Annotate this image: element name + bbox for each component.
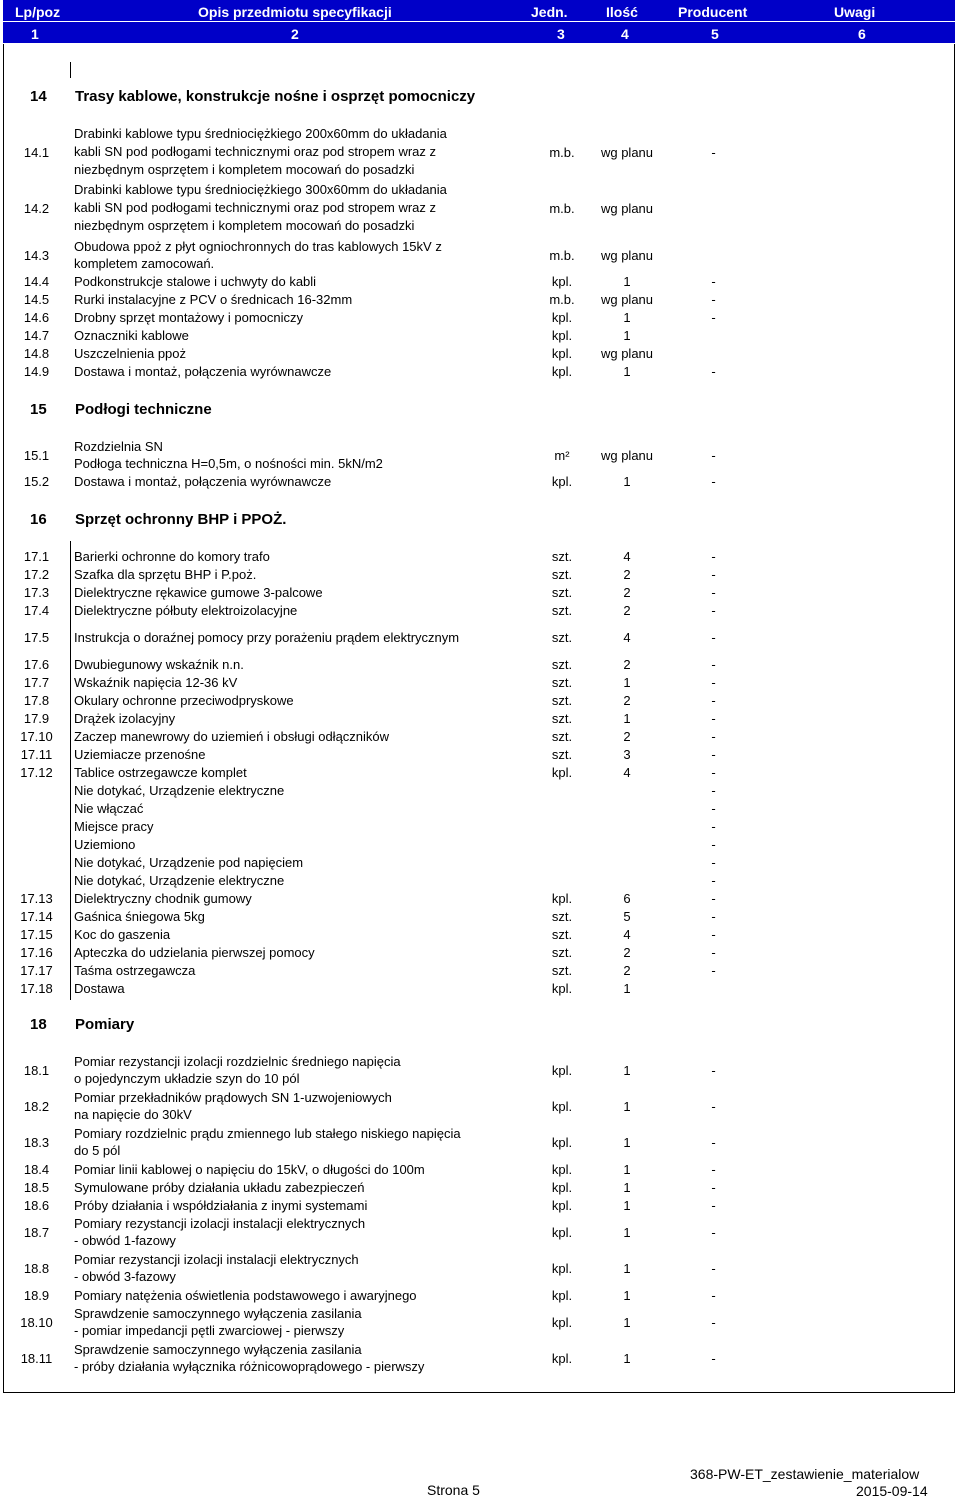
row-description: Dielektryczne rękawice gumowe 3-palcowe: [74, 585, 323, 600]
table-row: [3, 818, 955, 835]
row-quantity: 1: [623, 1098, 631, 1114]
row-description: Drabinki kablowe typu średniociężkiego 200x60mm do układania: [74, 126, 447, 141]
row-unit: m.b.: [549, 292, 575, 307]
row-unit: kpl.: [551, 1260, 573, 1276]
section-title: Pomiary: [75, 1016, 135, 1033]
row-unit: kpl.: [551, 1288, 573, 1303]
row-quantity: 2: [623, 603, 631, 618]
row-description: - pomiar impedancji pętli zwarciowej - pierwszy: [74, 1323, 345, 1338]
row-quantity: 1: [623, 364, 631, 379]
row-producer: -: [711, 447, 716, 463]
row-description: Szafka dla sprzętu BHP i P.poż.: [74, 567, 257, 582]
row-unit: kpl.: [551, 1314, 573, 1330]
table-row: [3, 908, 955, 925]
table-row: [3, 1053, 955, 1087]
row-description: Oznaczniki kablowe: [74, 328, 189, 343]
row-unit: szt.: [551, 693, 573, 708]
row-description: Koc do gaszenia: [74, 927, 171, 942]
row-description: Instrukcja o doraźnej pomocy przy porażeniu prądem elektrycznym: [74, 630, 460, 645]
row-unit: kpl.: [551, 1062, 573, 1078]
row-quantity: 1: [623, 981, 631, 996]
header-row-numbers: [3, 22, 955, 44]
table-row: [3, 836, 955, 853]
row-producer: -: [711, 310, 716, 325]
table-row: [3, 1251, 955, 1285]
row-number: 17.10: [20, 729, 53, 744]
row-description: Dielektryczne półbuty elektroizolacyjne: [74, 603, 298, 618]
header-jedn: Jedn.: [531, 4, 568, 20]
table-row: [3, 566, 955, 583]
row-quantity: 2: [623, 693, 631, 708]
row-quantity: wg planu: [600, 447, 654, 463]
section-title: Podłogi techniczne: [75, 401, 212, 418]
row-unit: kpl.: [551, 328, 573, 343]
row-description: - próby działania wyłącznika różnicowoprądowego - pierwszy: [74, 1359, 425, 1374]
row-producer: -: [711, 945, 716, 960]
table-row: [3, 1215, 955, 1249]
row-unit: kpl.: [551, 1224, 573, 1240]
row-unit: szt.: [551, 603, 573, 618]
row-number: 18.3: [23, 1134, 50, 1150]
table-row: [3, 273, 955, 290]
section-header: [3, 511, 955, 531]
table-row: [3, 782, 955, 799]
row-producer: -: [711, 927, 716, 942]
row-number: 14.1: [23, 144, 50, 160]
section-number: 14: [30, 88, 47, 105]
table-row: [3, 962, 955, 979]
page-number: Strona 5: [427, 1482, 480, 1498]
row-quantity: 4: [623, 927, 631, 942]
table-row: [3, 728, 955, 745]
row-producer: -: [711, 837, 716, 852]
row-unit: szt.: [551, 711, 573, 726]
row-description: Nie dotykać, Urządzenie pod napięciem: [74, 855, 304, 870]
row-description: - obwód 1-fazowy: [74, 1233, 176, 1248]
row-quantity: 1: [623, 1314, 631, 1330]
row-description: kabli SN pod podłogami technicznymi oraz pod stropem wraz z: [74, 200, 437, 215]
row-number: 18.9: [23, 1288, 50, 1303]
table-row: [3, 438, 955, 472]
row-description: Barierki ochronne do komory trafo: [74, 549, 270, 564]
row-producer: -: [711, 585, 716, 600]
row-unit: kpl.: [551, 765, 573, 780]
row-description: kompletem zamocowań.: [74, 256, 215, 271]
row-quantity: 1: [623, 1198, 631, 1213]
header-uwagi: Uwagi: [834, 4, 876, 20]
table-row: [3, 926, 955, 943]
row-producer: -: [711, 1288, 716, 1303]
row-producer: -: [711, 1198, 716, 1213]
table-row: [3, 800, 955, 817]
row-quantity: 1: [623, 310, 631, 325]
table-row: [3, 309, 955, 326]
row-quantity: 1: [623, 1288, 631, 1303]
table-row: [3, 327, 955, 344]
row-quantity: 1: [623, 328, 631, 343]
row-unit: szt.: [551, 927, 573, 942]
row-producer: -: [711, 783, 716, 798]
row-description: Drążek izolacyjny: [74, 711, 176, 726]
table-row: [3, 890, 955, 907]
table-row: [3, 238, 955, 272]
row-description: Obudowa ppoż z płyt ogniochronnych do tras kablowych 15kV z: [74, 239, 442, 254]
row-number: 17.2: [23, 567, 50, 582]
row-quantity: 1: [623, 1350, 631, 1366]
row-unit: szt.: [551, 675, 573, 690]
row-description: Dwubiegunowy wskaźnik n.n.: [74, 657, 244, 672]
section-header: [3, 401, 955, 421]
row-number: 18.6: [23, 1198, 50, 1213]
row-description: Nie dotykać, Urządzenie elektryczne: [74, 873, 285, 888]
section-number: 15: [30, 401, 47, 418]
row-number: 14.9: [23, 364, 50, 379]
row-quantity: 2: [623, 567, 631, 582]
row-quantity: 4: [623, 765, 631, 780]
header-col-3: 3: [557, 26, 565, 42]
row-description: Apteczka do udzielania pierwszej pomocy: [74, 945, 315, 960]
row-unit: kpl.: [551, 1134, 573, 1150]
column-divider: [70, 62, 71, 78]
row-description: Pomiary rezystancji izolacji instalacji elektrycznych: [74, 1216, 366, 1231]
row-producer: -: [711, 873, 716, 888]
table-row: [3, 854, 955, 871]
row-description: Pomiary rozdzielnic prądu zmiennego lub stałego niskiego napięcia: [74, 1126, 461, 1141]
row-unit: szt.: [551, 585, 573, 600]
table-row: [3, 1161, 955, 1178]
row-producer: -: [711, 1180, 716, 1195]
row-producer: -: [711, 292, 716, 307]
row-producer: -: [711, 549, 716, 564]
row-producer: -: [711, 963, 716, 978]
table-row: [3, 1179, 955, 1196]
row-description: Nie włączać: [74, 801, 144, 816]
row-number: 14.8: [23, 346, 50, 361]
row-description: Miejsce pracy: [74, 819, 154, 834]
row-unit: szt.: [551, 549, 573, 564]
row-description: Wskaźnik napięcia 12-36 kV: [74, 675, 238, 690]
section-title: Trasy kablowe, konstrukcje nośne i osprzęt pomocniczy: [75, 88, 476, 105]
row-producer: -: [711, 1224, 716, 1240]
row-unit: szt.: [551, 945, 573, 960]
row-producer: -: [711, 1134, 716, 1150]
row-unit: kpl.: [551, 310, 573, 325]
row-quantity: 4: [623, 630, 631, 645]
row-description: Taśma ostrzegawcza: [74, 963, 196, 978]
section-header: [3, 88, 955, 108]
row-producer: -: [711, 364, 716, 379]
row-producer: -: [711, 657, 716, 672]
row-description: Drabinki kablowe typu średniociężkiego 300x60mm do układania: [74, 182, 447, 197]
row-producer: -: [711, 819, 716, 834]
row-description: na napięcie do 30kV: [74, 1107, 192, 1122]
row-quantity: wg planu: [600, 247, 654, 263]
row-quantity: 1: [623, 274, 631, 289]
table-row: [3, 656, 955, 673]
row-unit: szt.: [551, 963, 573, 978]
row-producer: -: [711, 1162, 716, 1177]
row-description: niezbędnym osprzętem i kompletem mocowań do posadzki: [74, 218, 415, 233]
row-producer: -: [711, 1350, 716, 1366]
row-quantity: 1: [623, 474, 631, 489]
row-description: o pojedynczym układzie szyn do 10 pól: [74, 1071, 300, 1086]
row-description: Pomiar rezystancji izolacji instalacji elektrycznych: [74, 1252, 359, 1267]
row-unit: szt.: [551, 630, 573, 645]
row-description: Uszczelnienia ppoż: [74, 346, 187, 361]
header-producent: Producent: [678, 4, 748, 20]
row-quantity: 3: [623, 747, 631, 762]
row-quantity: 1: [623, 1062, 631, 1078]
row-unit: kpl.: [551, 1350, 573, 1366]
row-number: 14.5: [23, 292, 50, 307]
row-number: 17.13: [20, 891, 53, 906]
row-unit: m²: [554, 447, 570, 463]
row-description: Sprawdzenie samoczynnego wyłączenia zasilania: [74, 1306, 362, 1321]
row-quantity: 2: [623, 585, 631, 600]
row-number: 18.1: [23, 1062, 50, 1078]
row-description: Pomiar linii kablowej o napięciu do 15kV, o długości do 100m: [74, 1162, 425, 1177]
table-row: [3, 872, 955, 889]
header-col-4: 4: [621, 26, 629, 42]
row-unit: kpl.: [551, 1162, 573, 1177]
row-description: Uziemiacze przenośne: [74, 747, 206, 762]
row-quantity: 1: [623, 1224, 631, 1240]
row-description: Próby działania i współdziałania z inymi systemami: [74, 1198, 368, 1213]
row-number: 17.3: [23, 585, 50, 600]
row-producer: -: [711, 274, 716, 289]
row-number: 17.1: [23, 549, 50, 564]
header-row-titles: [3, 0, 955, 22]
row-number: 17.11: [20, 747, 53, 762]
row-unit: kpl.: [551, 364, 573, 379]
row-number: 14.3: [23, 247, 50, 263]
row-producer: -: [711, 693, 716, 708]
row-unit: kpl.: [551, 891, 573, 906]
row-producer: -: [711, 567, 716, 582]
row-description: Drobny sprzęt montażowy i pomocniczy: [74, 310, 304, 325]
row-producer: -: [711, 675, 716, 690]
table-row: [3, 473, 955, 490]
row-producer: -: [711, 603, 716, 618]
document-name: 368-PW-ET_zestawienie_materialow: [690, 1466, 920, 1482]
row-number: 17.6: [23, 657, 50, 672]
row-unit: szt.: [551, 657, 573, 672]
row-producer: -: [711, 729, 716, 744]
row-number: 14.2: [23, 200, 50, 216]
row-description: Symulowane próby działania układu zabezpieczeń: [74, 1180, 365, 1195]
row-description: Dielektryczny chodnik gumowy: [74, 891, 252, 906]
row-producer: -: [711, 765, 716, 780]
row-number: 18.11: [20, 1350, 53, 1366]
row-producer: -: [711, 474, 716, 489]
table-row: [3, 764, 955, 781]
row-number: 17.17: [20, 963, 53, 978]
row-description: Gaśnica śniegowa 5kg: [74, 909, 205, 924]
row-quantity: 4: [623, 549, 631, 564]
row-description: Nie dotykać, Urządzenie elektryczne: [74, 783, 285, 798]
table-row: [3, 674, 955, 691]
row-producer: -: [711, 711, 716, 726]
row-description: Podłoga techniczna H=0,5m, o nośności min. 5kN/m2: [74, 456, 383, 471]
row-number: 18.4: [23, 1162, 50, 1177]
table-row: [3, 692, 955, 709]
row-producer: -: [711, 891, 716, 906]
document-date: 2015-09-14: [856, 1483, 928, 1499]
row-quantity: 6: [623, 891, 631, 906]
row-description: Dostawa: [74, 981, 125, 996]
row-description: Pomiar rezystancji izolacji rozdzielnic średniego napięcia: [74, 1054, 401, 1069]
row-number: 17.8: [23, 693, 50, 708]
row-unit: m.b.: [549, 247, 575, 263]
row-number: 17.5: [23, 630, 50, 645]
row-quantity: 1: [623, 1180, 631, 1195]
row-number: 17.16: [20, 945, 53, 960]
row-number: 17.9: [23, 711, 50, 726]
row-description: Sprawdzenie samoczynnego wyłączenia zasilania: [74, 1342, 362, 1357]
row-unit: szt.: [551, 909, 573, 924]
row-number: 17.14: [20, 909, 53, 924]
row-producer: -: [711, 1260, 716, 1276]
table-row: [3, 363, 955, 380]
row-number: 14.7: [23, 328, 50, 343]
row-unit: kpl.: [551, 1180, 573, 1195]
row-quantity: 2: [623, 729, 631, 744]
row-quantity: wg planu: [600, 144, 654, 160]
row-unit: kpl.: [551, 274, 573, 289]
table-row: [3, 629, 955, 646]
row-number: 18.2: [23, 1098, 50, 1114]
header-ilosc: Ilość: [606, 4, 638, 20]
row-quantity: 1: [623, 1162, 631, 1177]
table-row: [3, 1125, 955, 1159]
row-unit: kpl.: [551, 346, 573, 361]
row-producer: -: [711, 144, 716, 160]
row-quantity: 2: [623, 963, 631, 978]
table-row: [3, 548, 955, 565]
row-producer: -: [711, 630, 716, 645]
row-quantity: 2: [623, 945, 631, 960]
row-description: kabli SN pod podłogami technicznymi oraz pod stropem wraz z: [74, 144, 437, 159]
row-description: niezbędnym osprzętem i kompletem mocowań do posadzki: [74, 162, 415, 177]
table-row: [3, 291, 955, 308]
row-number: 18.5: [23, 1180, 50, 1195]
header-col-2: 2: [291, 26, 299, 42]
header-lp: Lp/poz: [15, 4, 61, 20]
row-quantity: 5: [623, 909, 631, 924]
table-row: [3, 1287, 955, 1304]
row-description: Zaczep manewrowy do uziemień i obsługi odłączników: [74, 729, 390, 744]
table-row: [3, 345, 955, 362]
row-number: 14.4: [23, 274, 50, 289]
row-producer: -: [711, 1314, 716, 1330]
row-quantity: 1: [623, 711, 631, 726]
table-row: [3, 1305, 955, 1339]
row-quantity: 1: [623, 1134, 631, 1150]
row-number: 17.18: [20, 981, 53, 996]
row-description: Okulary ochronne przeciwodpryskowe: [74, 693, 294, 708]
row-number: 17.12: [20, 765, 53, 780]
table-row: [3, 746, 955, 763]
header-opis: Opis przedmiotu specyfikacji: [198, 4, 392, 20]
row-unit: szt.: [551, 567, 573, 582]
row-description: - obwód 3-fazowy: [74, 1269, 176, 1284]
section-number: 18: [30, 1016, 47, 1033]
row-unit: kpl.: [551, 981, 573, 996]
row-quantity: 1: [623, 1260, 631, 1276]
row-producer: -: [711, 1098, 716, 1114]
row-quantity: 1: [623, 675, 631, 690]
row-number: 17.4: [23, 603, 50, 618]
row-quantity: wg planu: [600, 346, 654, 361]
row-description: Uziemiono: [74, 837, 136, 852]
row-description: Rozdzielnia SN: [74, 439, 163, 454]
table-row: [3, 1197, 955, 1214]
row-unit: kpl.: [551, 1198, 573, 1213]
header-col-1: 1: [31, 26, 39, 42]
row-producer: -: [711, 909, 716, 924]
header-col-5: 5: [711, 26, 719, 42]
table-row: [3, 181, 955, 235]
row-number: 18.10: [20, 1314, 53, 1330]
table-row: [3, 584, 955, 601]
header-col-6: 6: [858, 26, 866, 42]
row-description: Pomiary natężenia oświetlenia podstawowego i awaryjnego: [74, 1288, 417, 1303]
row-unit: szt.: [551, 747, 573, 762]
row-unit: m.b.: [549, 144, 575, 160]
row-unit: m.b.: [549, 200, 575, 216]
row-unit: kpl.: [551, 1098, 573, 1114]
row-description: Dostawa i montaż, połączenia wyrównawcze: [74, 364, 332, 379]
row-description: Dostawa i montaż, połączenia wyrównawcze: [74, 474, 332, 489]
table-row: [3, 1341, 955, 1375]
row-unit: szt.: [551, 729, 573, 744]
row-quantity: wg planu: [600, 200, 654, 216]
table-row: [3, 980, 955, 997]
table-row: [3, 710, 955, 727]
row-number: 18.8: [23, 1260, 50, 1276]
table-row: [3, 1089, 955, 1123]
row-description: Rurki instalacyjne z PCV o średnicach 16-32mm: [74, 292, 353, 307]
row-producer: -: [711, 1062, 716, 1078]
row-description: Podkonstrukcje stalowe i uchwyty do kabli: [74, 274, 317, 289]
row-number: 15.2: [23, 474, 50, 489]
row-description: do 5 pól: [74, 1143, 121, 1158]
row-description: Pomiar przekładników prądowych SN 1-uzwojeniowych: [74, 1090, 392, 1105]
row-number: 14.6: [23, 310, 50, 325]
row-number: 17.7: [23, 675, 50, 690]
row-number: 15.1: [23, 447, 50, 463]
row-quantity: wg planu: [600, 292, 654, 307]
row-producer: -: [711, 747, 716, 762]
section-number: 16: [30, 511, 47, 528]
table-row: [3, 125, 955, 179]
row-unit: kpl.: [551, 474, 573, 489]
row-number: 17.15: [20, 927, 53, 942]
row-description: Tablice ostrzegawcze komplet: [74, 765, 247, 780]
row-number: 18.7: [23, 1224, 50, 1240]
row-quantity: 2: [623, 657, 631, 672]
table-row: [3, 944, 955, 961]
section-header: [3, 1016, 955, 1036]
row-producer: -: [711, 855, 716, 870]
table-row: [3, 602, 955, 619]
section-title: Sprzęt ochronny BHP i PPOŻ.: [75, 511, 287, 528]
row-producer: -: [711, 801, 716, 816]
